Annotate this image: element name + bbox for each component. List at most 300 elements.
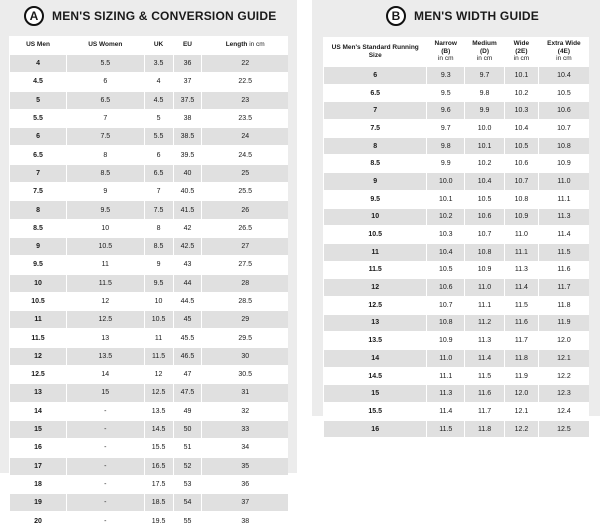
table-row xyxy=(324,385,590,403)
table-cell: 9 xyxy=(67,183,145,201)
table-cell: 11.4 xyxy=(465,350,505,368)
sizing-column-header xyxy=(144,36,173,55)
table-cell: 9.5 xyxy=(427,84,465,102)
sizing-table xyxy=(9,36,288,530)
table-row xyxy=(324,102,590,120)
table-cell: 27 xyxy=(202,237,288,255)
table-cell: 9.6 xyxy=(427,102,465,120)
table-cell: 7 xyxy=(67,109,145,127)
table-cell: 15 xyxy=(324,385,427,403)
table-row xyxy=(10,164,289,182)
table-cell: - xyxy=(67,402,145,420)
table-row xyxy=(10,201,289,219)
column-header-unit: in cm xyxy=(556,55,572,63)
table-cell: 11.6 xyxy=(465,385,505,403)
table-row xyxy=(324,67,590,85)
table-cell: - xyxy=(67,475,145,493)
table-cell: 9.7 xyxy=(427,120,465,138)
section-b-badge: B xyxy=(386,6,406,26)
table-cell: 11.5 xyxy=(324,261,427,279)
table-cell: 10.5 xyxy=(67,237,145,255)
table-row xyxy=(10,384,289,402)
table-cell: 10.3 xyxy=(427,226,465,244)
table-cell: 22 xyxy=(202,55,288,73)
table-cell: 7.5 xyxy=(67,128,145,146)
table-cell: 6 xyxy=(10,128,67,146)
table-cell: 10.8 xyxy=(465,243,505,261)
table-row xyxy=(10,329,289,347)
table-cell: 10.5 xyxy=(144,311,173,329)
table-cell: 4.5 xyxy=(10,73,67,91)
width-title: MEN'S WIDTH GUIDE xyxy=(414,9,539,23)
table-cell: 12.5 xyxy=(144,384,173,402)
table-cell: 11.0 xyxy=(504,226,538,244)
table-cell: 10.5 xyxy=(538,84,589,102)
table-cell: 15 xyxy=(67,384,145,402)
table-cell: 4 xyxy=(10,55,67,73)
table-row xyxy=(324,350,590,368)
table-cell: 6 xyxy=(324,67,427,85)
table-row xyxy=(324,120,590,138)
table-cell: 9.9 xyxy=(465,102,505,120)
table-cell: 12.3 xyxy=(538,385,589,403)
table-cell: 11.4 xyxy=(538,226,589,244)
table-cell: 11.8 xyxy=(504,350,538,368)
table-cell: 10.2 xyxy=(504,84,538,102)
table-cell: 6 xyxy=(67,73,145,91)
table-cell: 12.5 xyxy=(538,420,589,437)
table-cell: 13 xyxy=(67,329,145,347)
table-cell: 36 xyxy=(173,55,202,73)
table-cell: 11.6 xyxy=(504,314,538,332)
table-cell: 11.8 xyxy=(465,420,505,437)
table-cell: 12.4 xyxy=(538,403,589,421)
table-cell: 12 xyxy=(10,347,67,365)
table-row xyxy=(10,109,289,127)
table-cell: 13.5 xyxy=(144,402,173,420)
table-cell: - xyxy=(67,439,145,457)
table-cell: 11.5 xyxy=(67,274,145,292)
table-cell: 31 xyxy=(202,384,288,402)
table-cell: 10.8 xyxy=(427,314,465,332)
table-cell: 5 xyxy=(10,91,67,109)
table-cell: 13.5 xyxy=(67,347,145,365)
table-cell: 40.5 xyxy=(173,183,202,201)
table-cell: 8.5 xyxy=(10,219,67,237)
table-cell: 6.5 xyxy=(144,164,173,182)
table-cell: 10.5 xyxy=(427,261,465,279)
table-cell: 12.5 xyxy=(10,366,67,384)
table-cell: 12.0 xyxy=(538,332,589,350)
column-header-unit: in cm xyxy=(476,55,493,63)
table-cell: 17 xyxy=(10,457,67,475)
table-cell: 9.5 xyxy=(324,190,427,208)
table-cell: 11.9 xyxy=(504,367,538,385)
table-cell: 6.5 xyxy=(324,84,427,102)
table-row xyxy=(324,84,590,102)
table-cell: 5 xyxy=(144,109,173,127)
table-cell: 5.5 xyxy=(10,109,67,127)
table-row xyxy=(10,91,289,109)
table-cell: 11.0 xyxy=(538,173,589,191)
table-cell: 10 xyxy=(67,219,145,237)
table-cell: 11.6 xyxy=(538,261,589,279)
table-cell: 14.5 xyxy=(324,367,427,385)
table-cell: 10.8 xyxy=(538,137,589,155)
table-cell: 46.5 xyxy=(173,347,202,365)
table-cell: 29.5 xyxy=(202,329,288,347)
table-cell: 11.8 xyxy=(538,296,589,314)
table-row xyxy=(324,314,590,332)
table-cell: 10.0 xyxy=(465,120,505,138)
table-row xyxy=(324,208,590,226)
table-cell: 10.5 xyxy=(10,292,67,310)
table-row xyxy=(324,137,590,155)
table-cell: 13.5 xyxy=(324,332,427,350)
table-cell: 26.5 xyxy=(202,219,288,237)
table-cell: 13 xyxy=(324,314,427,332)
table-cell: 30.5 xyxy=(202,366,288,384)
table-cell: 4.5 xyxy=(144,91,173,109)
width-column-header xyxy=(465,37,505,67)
table-cell: 12.5 xyxy=(324,296,427,314)
table-cell: 44 xyxy=(173,274,202,292)
table-cell: 28.5 xyxy=(202,292,288,310)
table-cell: 10.1 xyxy=(427,190,465,208)
table-cell: 10 xyxy=(10,274,67,292)
width-guide-panel xyxy=(312,0,600,433)
table-cell: 11.1 xyxy=(427,367,465,385)
table-cell: 37 xyxy=(173,73,202,91)
table-row xyxy=(324,226,590,244)
table-cell: 11.5 xyxy=(538,243,589,261)
table-row xyxy=(324,367,590,385)
table-cell: - xyxy=(67,457,145,475)
table-cell: 11.1 xyxy=(538,190,589,208)
table-cell: 11.3 xyxy=(538,208,589,226)
table-cell: 11.9 xyxy=(538,314,589,332)
sizing-conversion-panel xyxy=(0,0,297,525)
table-cell: 8 xyxy=(144,219,173,237)
table-row xyxy=(10,55,289,73)
table-cell: 11 xyxy=(324,243,427,261)
table-cell: 12 xyxy=(324,279,427,297)
sizing-column-header xyxy=(67,36,145,55)
table-cell: 10.7 xyxy=(465,226,505,244)
table-cell: 8 xyxy=(10,201,67,219)
table-cell: 23.5 xyxy=(202,109,288,127)
table-cell: 24.5 xyxy=(202,146,288,164)
table-cell: 39.5 xyxy=(173,146,202,164)
table-cell: 11 xyxy=(10,311,67,329)
table-cell: 10.5 xyxy=(465,190,505,208)
table-cell: 50 xyxy=(173,420,202,438)
table-row xyxy=(324,243,590,261)
table-cell: 9.5 xyxy=(144,274,173,292)
table-cell: 12.5 xyxy=(67,311,145,329)
table-cell: 11.7 xyxy=(465,403,505,421)
table-cell: 10.9 xyxy=(427,332,465,350)
table-row xyxy=(10,128,289,146)
table-cell: 35 xyxy=(202,457,288,475)
table-cell: 45 xyxy=(173,311,202,329)
table-row xyxy=(324,296,590,314)
table-cell: 14.5 xyxy=(144,420,173,438)
table-cell: 9.9 xyxy=(427,155,465,173)
sizing-title: MEN'S SIZING & CONVERSION GUIDE xyxy=(52,9,277,23)
table-cell: 7 xyxy=(144,183,173,201)
table-cell: 11 xyxy=(144,329,173,347)
table-cell: 36 xyxy=(202,475,288,493)
table-cell: 19.5 xyxy=(144,512,173,530)
table-cell: 10.2 xyxy=(427,208,465,226)
table-cell: 18.5 xyxy=(144,494,173,512)
table-cell: 11.5 xyxy=(465,367,505,385)
table-cell: 20 xyxy=(10,512,67,530)
table-cell: 43 xyxy=(173,256,202,274)
table-cell: 53 xyxy=(173,475,202,493)
table-cell: 3.5 xyxy=(144,55,173,73)
table-cell: 9.7 xyxy=(465,67,505,85)
table-cell: 8 xyxy=(67,146,145,164)
table-cell: 7.5 xyxy=(324,120,427,138)
table-cell: 51 xyxy=(173,439,202,457)
table-row xyxy=(10,219,289,237)
table-cell: - xyxy=(67,420,145,438)
table-cell: 44.5 xyxy=(173,292,202,310)
table-cell: 12.1 xyxy=(504,403,538,421)
table-row xyxy=(10,183,289,201)
table-cell: 16 xyxy=(10,439,67,457)
table-cell: 14 xyxy=(67,366,145,384)
table-cell: 10.7 xyxy=(538,120,589,138)
table-row xyxy=(10,475,289,493)
table-cell: 6 xyxy=(144,146,173,164)
table-cell: 10.7 xyxy=(427,296,465,314)
table-row xyxy=(10,512,289,530)
table-cell: 10 xyxy=(324,208,427,226)
table-cell: 54 xyxy=(173,494,202,512)
width-header xyxy=(312,0,600,32)
table-row xyxy=(10,439,289,457)
table-cell: 10.5 xyxy=(324,226,427,244)
width-column-header xyxy=(427,37,465,67)
table-cell: 55 xyxy=(173,512,202,530)
sizing-header xyxy=(0,0,297,32)
width-table xyxy=(323,37,589,437)
table-cell: 7.5 xyxy=(144,201,173,219)
table-cell: 7 xyxy=(10,164,67,182)
column-header-label: Wide (2E) xyxy=(513,39,530,55)
table-cell: 11.4 xyxy=(504,279,538,297)
table-cell: 10.4 xyxy=(427,243,465,261)
table-cell: 9 xyxy=(144,256,173,274)
table-cell: 27.5 xyxy=(202,256,288,274)
table-cell: 40 xyxy=(173,164,202,182)
table-cell: 6.5 xyxy=(67,91,145,109)
table-cell: 8.5 xyxy=(144,237,173,255)
sizing-column-header xyxy=(202,36,288,55)
table-cell: 23 xyxy=(202,91,288,109)
table-cell: 18 xyxy=(10,475,67,493)
table-cell: 11.1 xyxy=(504,243,538,261)
table-cell: 10 xyxy=(144,292,173,310)
table-cell: 11 xyxy=(67,256,145,274)
column-header-label: Extra Wide (4E) xyxy=(547,39,581,55)
table-cell: 37.5 xyxy=(173,91,202,109)
table-row xyxy=(324,155,590,173)
table-cell: 17.5 xyxy=(144,475,173,493)
table-cell: 10.9 xyxy=(504,208,538,226)
table-cell: 10.2 xyxy=(465,155,505,173)
table-cell: 7 xyxy=(324,102,427,120)
sizing-column-header xyxy=(10,36,67,55)
column-header-label: Length xyxy=(225,41,248,49)
table-cell: 49 xyxy=(173,402,202,420)
table-cell: 12.2 xyxy=(504,420,538,437)
table-cell: 12.2 xyxy=(538,367,589,385)
table-row xyxy=(10,274,289,292)
column-header-label: Medium (D) xyxy=(472,39,497,55)
table-cell: 10.9 xyxy=(465,261,505,279)
table-cell: 38 xyxy=(173,109,202,127)
column-header-label: US Men xyxy=(26,41,50,49)
table-row xyxy=(10,420,289,438)
table-cell: 10.1 xyxy=(504,67,538,85)
table-cell: 25.5 xyxy=(202,183,288,201)
section-a-badge: A xyxy=(24,6,44,26)
table-cell: 14 xyxy=(10,402,67,420)
table-cell: 12.1 xyxy=(538,350,589,368)
table-row xyxy=(10,366,289,384)
table-cell: 11.5 xyxy=(427,420,465,437)
table-cell: 32 xyxy=(202,402,288,420)
table-row xyxy=(10,347,289,365)
column-header-label: US Men's Standard Running Size xyxy=(331,43,419,59)
table-cell: 16.5 xyxy=(144,457,173,475)
column-header-label: EU xyxy=(182,41,192,49)
table-cell: 9.3 xyxy=(427,67,465,85)
table-cell: 42.5 xyxy=(173,237,202,255)
table-cell: 10.3 xyxy=(504,102,538,120)
table-cell: 6.5 xyxy=(10,146,67,164)
table-cell: 11.7 xyxy=(504,332,538,350)
table-cell: 9.5 xyxy=(10,256,67,274)
table-cell: 19 xyxy=(10,494,67,512)
table-cell: 30 xyxy=(202,347,288,365)
sizing-column-header xyxy=(173,36,202,55)
table-cell: 4 xyxy=(144,73,173,91)
table-cell: 42 xyxy=(173,219,202,237)
table-cell: 29 xyxy=(202,311,288,329)
table-cell: 5.5 xyxy=(144,128,173,146)
table-cell: 10.6 xyxy=(504,155,538,173)
table-cell: 9 xyxy=(324,173,427,191)
table-cell: 25 xyxy=(202,164,288,182)
table-cell: - xyxy=(67,494,145,512)
table-row xyxy=(10,73,289,91)
table-cell: 9 xyxy=(10,237,67,255)
table-cell: 13 xyxy=(10,384,67,402)
table-cell: 11.3 xyxy=(427,385,465,403)
table-cell: 52 xyxy=(173,457,202,475)
table-cell: 7.5 xyxy=(10,183,67,201)
table-row xyxy=(10,494,289,512)
table-cell: 10.6 xyxy=(465,208,505,226)
table-cell: 11.4 xyxy=(427,403,465,421)
table-cell: 10.4 xyxy=(538,67,589,85)
table-cell: 10.4 xyxy=(465,173,505,191)
table-row xyxy=(324,403,590,421)
table-cell: 10.7 xyxy=(504,173,538,191)
table-cell: 8.5 xyxy=(324,155,427,173)
table-cell: 15.5 xyxy=(324,403,427,421)
table-row xyxy=(10,292,289,310)
table-cell: 47.5 xyxy=(173,384,202,402)
table-cell: 11.0 xyxy=(427,350,465,368)
table-cell: 11.3 xyxy=(465,332,505,350)
table-cell: 8 xyxy=(324,137,427,155)
table-cell: 15 xyxy=(10,420,67,438)
table-row xyxy=(10,402,289,420)
table-cell: 10.1 xyxy=(465,137,505,155)
table-cell: 41.5 xyxy=(173,201,202,219)
table-cell: 10.5 xyxy=(504,137,538,155)
table-cell: 10.6 xyxy=(538,102,589,120)
table-cell: 15.5 xyxy=(144,439,173,457)
table-cell: 12.0 xyxy=(504,385,538,403)
table-row xyxy=(10,237,289,255)
table-cell: 34 xyxy=(202,439,288,457)
table-row xyxy=(10,256,289,274)
table-cell: - xyxy=(67,512,145,530)
width-column-header xyxy=(504,37,538,67)
column-header-unit: in cm xyxy=(437,55,454,63)
table-cell: 10.8 xyxy=(504,190,538,208)
table-cell: 9.8 xyxy=(465,84,505,102)
table-cell: 8.5 xyxy=(67,164,145,182)
table-cell: 45.5 xyxy=(173,329,202,347)
table-cell: 10.9 xyxy=(538,155,589,173)
table-cell: 47 xyxy=(173,366,202,384)
table-cell: 16 xyxy=(324,420,427,437)
table-row xyxy=(324,279,590,297)
width-column-header xyxy=(538,37,589,67)
table-cell: 38 xyxy=(202,512,288,530)
table-cell: 10.4 xyxy=(504,120,538,138)
table-cell: 12 xyxy=(67,292,145,310)
table-cell: 9.8 xyxy=(427,137,465,155)
table-cell: 33 xyxy=(202,420,288,438)
column-header-label: UK xyxy=(153,41,164,49)
table-cell: 26 xyxy=(202,201,288,219)
table-cell: 11.7 xyxy=(538,279,589,297)
table-cell: 11.5 xyxy=(10,329,67,347)
column-header-label: US Women xyxy=(88,41,123,49)
column-header-label: Narrow (B) xyxy=(434,39,457,55)
table-cell: 11.5 xyxy=(504,296,538,314)
table-row xyxy=(324,420,590,437)
table-row xyxy=(324,190,590,208)
table-row xyxy=(324,261,590,279)
table-cell: 12 xyxy=(144,366,173,384)
table-cell: 11.2 xyxy=(465,314,505,332)
table-cell: 11.5 xyxy=(144,347,173,365)
table-cell: 14 xyxy=(324,350,427,368)
table-cell: 10.6 xyxy=(427,279,465,297)
column-header-unit: in cm xyxy=(513,55,530,63)
table-row xyxy=(10,146,289,164)
